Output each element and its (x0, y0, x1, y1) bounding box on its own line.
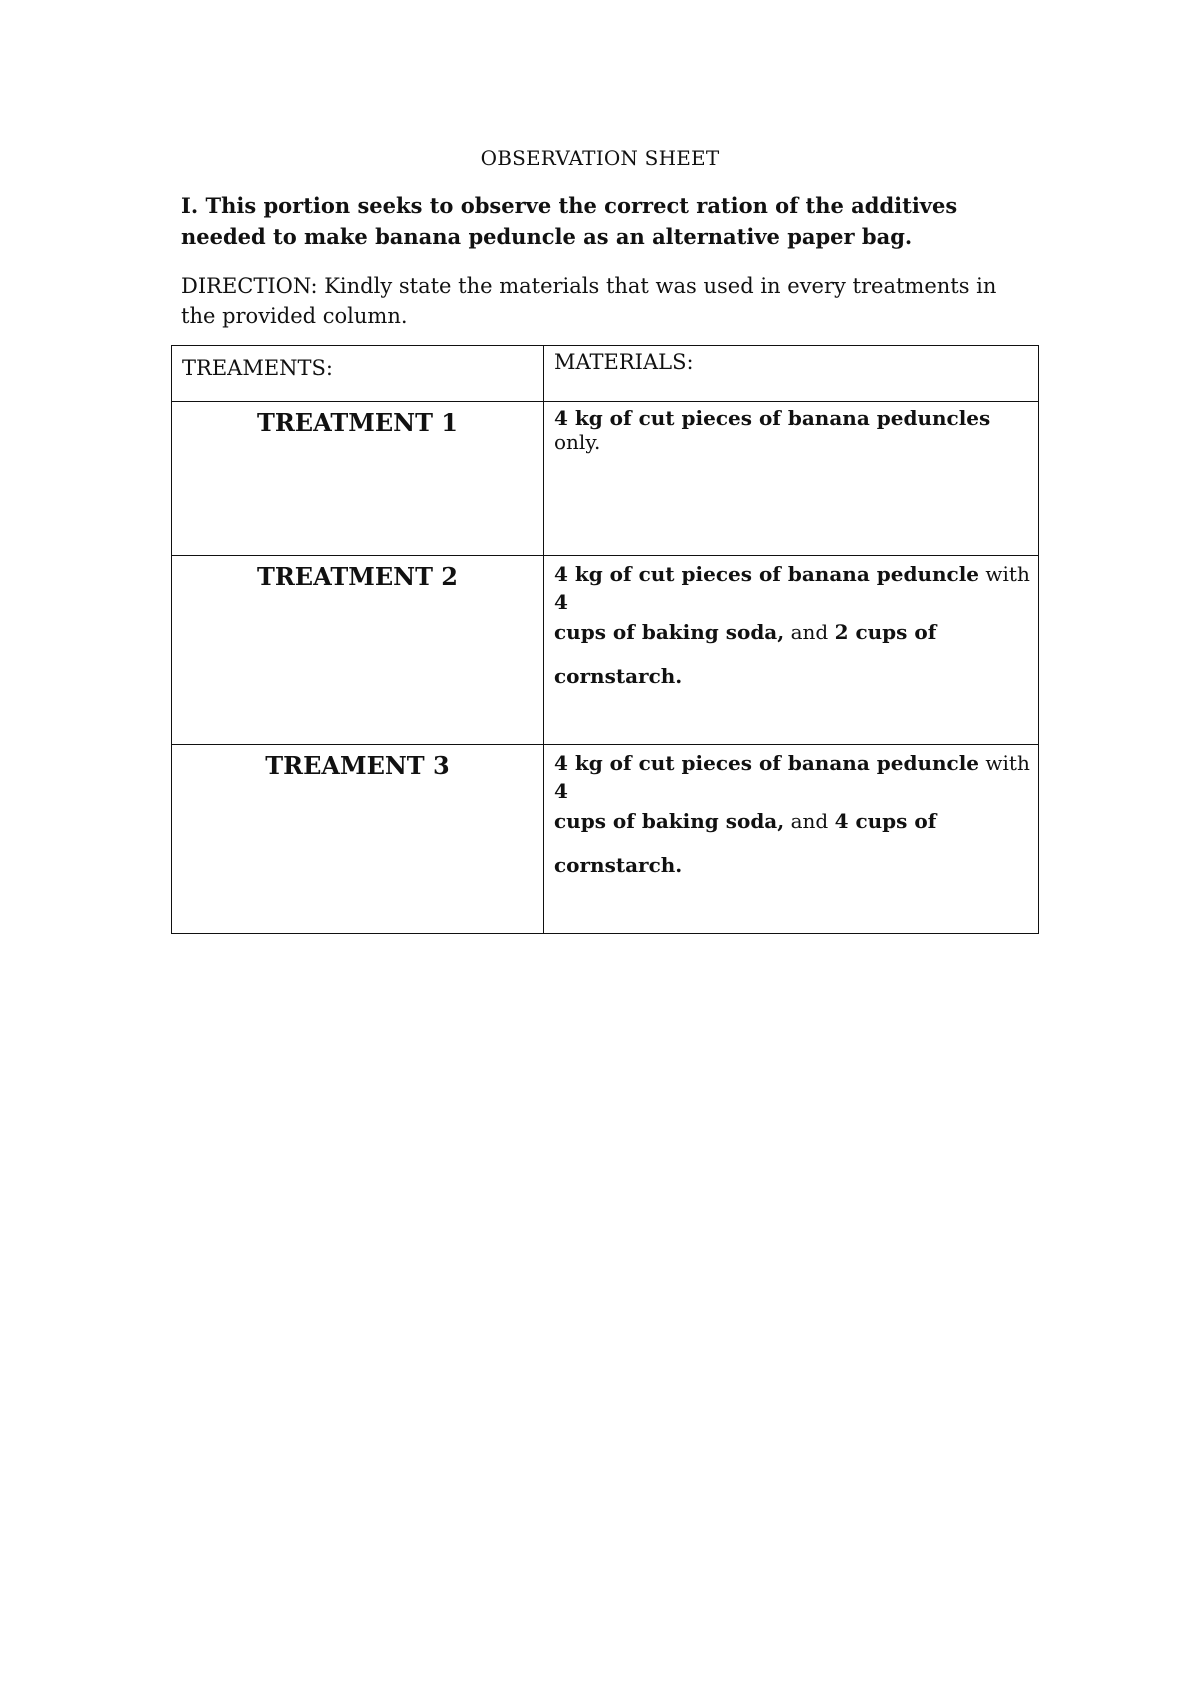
materials-text-bold: 4 kg of cut pieces of banana peduncle (554, 562, 980, 586)
table-row (172, 745, 1039, 934)
materials-text: and (784, 620, 835, 644)
materials-line (554, 406, 1030, 454)
materials-text-bold: cornstarch. (554, 853, 683, 877)
materials-text: with (979, 751, 1030, 775)
materials-text-bold: 4 kg of cut pieces of banana peduncle (554, 751, 980, 775)
header-treatments: TREAMENTS: (172, 346, 544, 402)
page-title: OBSERVATION SHEET (480, 146, 720, 170)
materials-text-bold: 4 kg of cut pieces of banana peduncles (554, 406, 991, 430)
materials-cell (544, 745, 1039, 934)
materials-text: only. (554, 430, 601, 454)
materials-text-bold: cornstarch. (554, 664, 683, 688)
materials-text: with (979, 562, 1030, 586)
observation-table (171, 345, 1039, 934)
header-materials: MATERIALS: (544, 346, 1039, 402)
materials-cell (544, 402, 1039, 556)
materials-text-bold: cups of baking soda, (554, 809, 785, 833)
materials-text-bold: 2 cups of (834, 620, 937, 644)
instruction-text: I. This portion seeks to observe the correct ration of the additives needed to make banana peduncle as an alternative paper bag. (181, 193, 958, 249)
materials-text-bold: cups of baking soda, (554, 620, 785, 644)
materials-text-bold: 4 cups of (834, 809, 937, 833)
treatment-name: TREATMENT 2 (172, 556, 544, 745)
materials-text-bold: 4 (554, 779, 568, 803)
table-header-row (172, 346, 1039, 402)
materials-text-bold: 4 (554, 590, 568, 614)
treatment-name: TREAMENT 3 (172, 745, 544, 934)
direction-text: DIRECTION: Kindly state the materials that was used in every treatments in the provided column. (181, 274, 997, 328)
table-row (172, 556, 1039, 745)
table-row (172, 402, 1039, 556)
treatment-name: TREATMENT 1 (172, 402, 544, 556)
materials-cell (544, 556, 1039, 745)
materials-text: and (784, 809, 835, 833)
